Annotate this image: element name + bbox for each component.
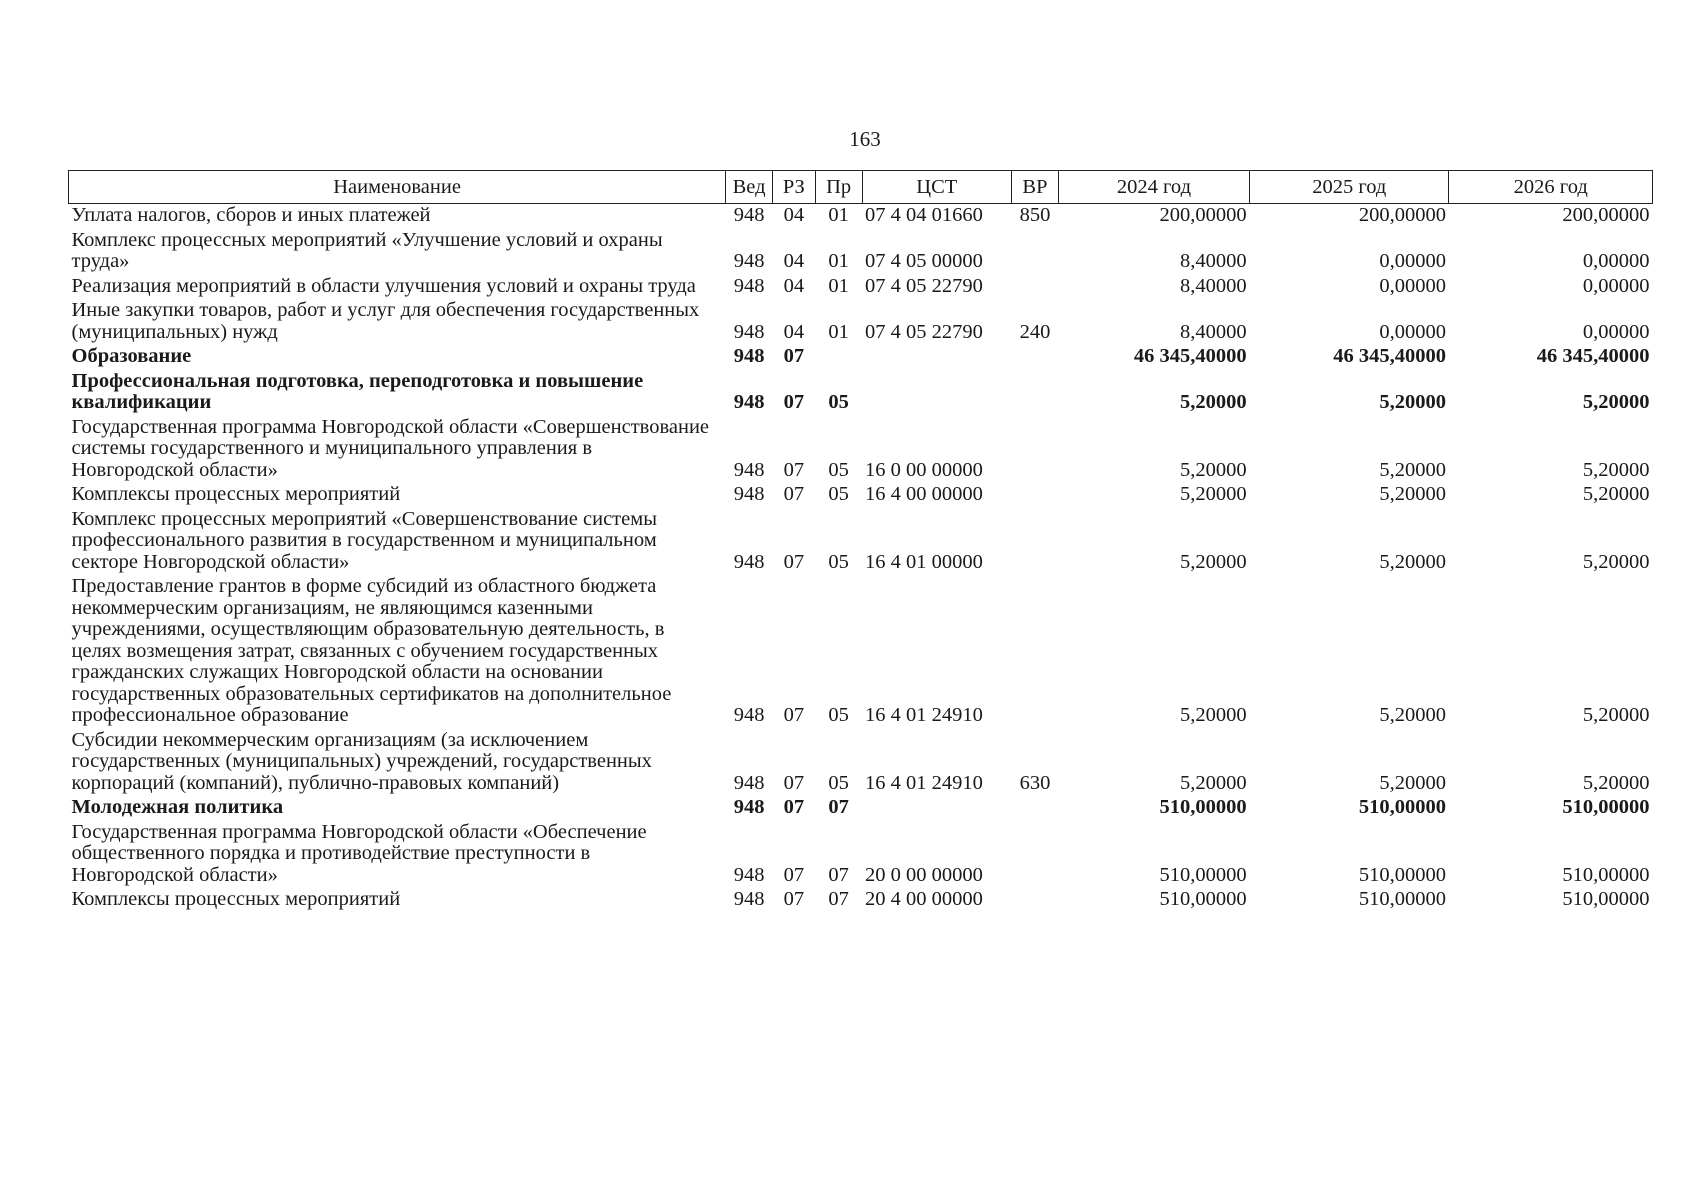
cell-name: Государственная программа Новгородской области «Обеспечение общественного порядка и противодействие преступности в Новгородской области» [71,820,647,886]
table-row [69,370,1653,416]
cell-2025: 0,00000 [1379,274,1446,297]
cell-2026: 0,00000 [1582,274,1650,297]
cell-2025: 5,20000 [1379,483,1446,505]
cell-ved: 948 [733,204,765,226]
cell-cst: 16 4 00 00000 [865,483,983,505]
cell-2024: 510,00000 [1159,796,1247,818]
cell-name: Предоставление грантов в форме субсидий из областного бюджета некоммерческим организациям, не являющимся казенными учреждениями, осуществляющим образовательную деятельность, в целях возмещения затрат, связанных с обучением государственных гражданских служащих Новгородской области на основании государственных образовательных сертификатов на дополнительное профессиональное образование [71,575,672,726]
cell-ved: 948 [733,345,765,367]
cell-2025: 510,00000 [1358,888,1446,910]
budget-table [68,170,1653,913]
cell-2024: 8,40000 [1179,274,1247,297]
cell-ved: 948 [733,320,765,343]
cell-name: Иные закупки товаров, работ и услуг для обеспечения государственных (муниципальных) нужд [71,299,700,343]
cell-pr: 05 [828,458,849,481]
cell-2025: 46 345,40000 [1333,345,1446,367]
cell-cst: 16 4 01 24910 [865,771,983,794]
cell-pr: 07 [828,863,849,886]
cell-ved: 948 [733,483,765,505]
cell-cst: 20 0 00 00000 [865,863,983,886]
cell-2024: 5,20000 [1179,771,1247,794]
cell-vr [1012,796,1059,821]
table-row [69,345,1653,370]
header-vr: ВР [1012,171,1059,204]
cell-pr [815,345,862,370]
cell-2026: 0,00000 [1582,320,1650,343]
cell-2026: 510,00000 [1562,888,1650,910]
cell-2026: 46 345,40000 [1536,345,1650,367]
table-header-row [69,171,1653,204]
cell-vr [1012,821,1059,889]
header-2025: 2025 год [1250,171,1449,204]
cell-2026: 5,20000 [1582,704,1650,726]
table-row [69,299,1653,345]
cell-pr: 01 [828,320,849,343]
table-body [69,204,1653,913]
cell-name: Образование [71,345,192,367]
cell-2025: 510,00000 [1358,796,1446,818]
cell-cst: 07 4 05 00000 [865,250,983,272]
cell-2024: 5,20000 [1179,483,1247,505]
cell-cst [862,345,1012,370]
cell-2025: 5,20000 [1379,704,1446,726]
cell-cst: 07 4 05 22790 [865,274,983,297]
cell-pr: 05 [828,391,849,413]
table-row [69,275,1653,300]
cell-ved: 948 [733,888,765,910]
cell-2025: 5,20000 [1379,458,1446,481]
cell-name: Комплекс процессных мероприятий «Улучшение условий и охраны труда» [71,228,663,272]
cell-pr: 05 [828,771,849,794]
cell-ved: 948 [733,796,765,818]
cell-ved: 948 [733,391,765,413]
cell-rz: 07 [783,345,805,367]
cell-rz: 07 [783,458,805,481]
cell-name: Субсидии некоммерческим организациям (за исключением государственных (муниципальных) учреждений, государственных корпораций (компаний), публично-правовых компаний) [71,728,652,794]
cell-ved: 948 [733,458,765,481]
cell-vr [1012,575,1059,729]
cell-2026: 5,20000 [1582,391,1650,413]
header-ved: Вед [726,171,773,204]
header-2024: 2024 год [1058,171,1249,204]
cell-cst: 16 4 01 00000 [865,550,983,573]
cell-2024: 200,00000 [1159,204,1247,226]
cell-vr [1012,508,1059,576]
cell-vr [1012,416,1059,484]
cell-pr: 01 [828,250,849,272]
cell-name: Уплата налогов, сборов и иных платежей [71,204,431,226]
cell-rz: 07 [783,863,805,886]
cell-2024: 8,40000 [1179,320,1247,343]
cell-2026: 510,00000 [1562,796,1650,818]
cell-ved: 948 [733,274,765,297]
cell-rz: 07 [783,796,805,818]
cell-name: Профессиональная подготовка, переподготовка и повышение квалификации [71,369,644,413]
cell-2026: 200,00000 [1562,204,1650,226]
cell-2024: 46 345,40000 [1133,345,1247,367]
cell-2026: 5,20000 [1582,771,1650,794]
cell-rz: 07 [783,391,805,413]
cell-2026: 510,00000 [1562,863,1650,886]
cell-cst [862,796,1012,821]
cell-cst: 20 4 00 00000 [865,888,983,910]
cell-2025: 200,00000 [1358,204,1446,226]
cell-2026: 0,00000 [1582,250,1650,272]
cell-2025: 5,20000 [1379,391,1446,413]
cell-2024: 510,00000 [1159,888,1247,910]
cell-pr: 07 [828,796,849,818]
cell-2025: 0,00000 [1379,250,1446,272]
cell-ved: 948 [733,704,765,726]
cell-rz: 07 [783,888,805,910]
cell-pr: 07 [828,888,849,910]
table-row [69,821,1653,889]
cell-2026: 5,20000 [1582,458,1650,481]
cell-pr: 05 [828,483,849,505]
cell-vr [1012,483,1059,508]
cell-pr: 01 [828,204,849,226]
cell-cst: 16 0 00 00000 [865,458,983,481]
header-2026: 2026 год [1449,171,1653,204]
cell-2025: 510,00000 [1358,863,1446,886]
cell-pr: 05 [828,704,849,726]
cell-2024: 5,20000 [1179,391,1247,413]
cell-vr: 240 [1019,320,1051,343]
cell-cst: 16 4 01 24910 [865,704,983,726]
cell-vr [1012,888,1059,913]
cell-pr: 01 [828,274,849,297]
cell-name: Комплексы процессных мероприятий [71,888,401,910]
cell-ved: 948 [733,863,765,886]
cell-2024: 5,20000 [1179,550,1247,573]
cell-name: Реализация мероприятий в области улучшения условий и охраны труда [71,274,696,297]
cell-2024: 5,20000 [1179,458,1247,481]
cell-vr [1012,275,1059,300]
cell-2025: 5,20000 [1379,771,1446,794]
header-rz: РЗ [772,171,815,204]
cell-name: Государственная программа Новгородской области «Совершенствование системы государственного и муниципального управления в Новгородской области» [71,415,710,481]
cell-2026: 5,20000 [1582,550,1650,573]
cell-vr: 630 [1019,771,1051,794]
cell-name: Молодежная политика [71,796,284,818]
cell-vr [1012,370,1059,416]
cell-2025: 0,00000 [1379,320,1446,343]
table-row [69,729,1653,797]
cell-rz: 04 [783,250,805,272]
cell-rz: 07 [783,483,805,505]
cell-cst: 07 4 05 22790 [865,320,983,343]
cell-vr: 850 [1019,204,1051,226]
cell-ved: 948 [733,550,765,573]
table-row [69,483,1653,508]
header-name: Наименование [69,171,726,204]
table-row [69,508,1653,576]
cell-ved: 948 [733,250,765,272]
table-row [69,796,1653,821]
cell-rz: 07 [783,771,805,794]
cell-name: Комплекс процессных мероприятий «Совершенствование системы профессионального развития в государственном и муниципальном секторе Новгородской области» [71,507,657,573]
cell-cst [862,370,1012,416]
cell-rz: 04 [783,274,805,297]
cell-rz: 07 [783,550,805,573]
cell-rz: 04 [783,204,805,226]
cell-name: Комплексы процессных мероприятий [71,483,401,505]
table-row [69,229,1653,275]
cell-ved: 948 [733,771,765,794]
cell-2026: 5,20000 [1582,483,1650,505]
cell-cst: 07 4 04 01660 [865,204,983,226]
cell-2024: 510,00000 [1159,863,1247,886]
cell-vr [1012,345,1059,370]
cell-2024: 5,20000 [1179,704,1247,726]
cell-pr: 05 [828,550,849,573]
header-pr: Пр [815,171,862,204]
table-row [69,204,1653,229]
header-cst: ЦСТ [862,171,1012,204]
table-row [69,416,1653,484]
page-number: 163 [849,127,881,151]
table-row [69,575,1653,729]
cell-rz: 07 [783,704,805,726]
cell-2025: 5,20000 [1379,550,1446,573]
table-row [69,888,1653,913]
cell-vr [1012,229,1059,275]
cell-2024: 8,40000 [1179,250,1247,272]
cell-rz: 04 [783,320,805,343]
